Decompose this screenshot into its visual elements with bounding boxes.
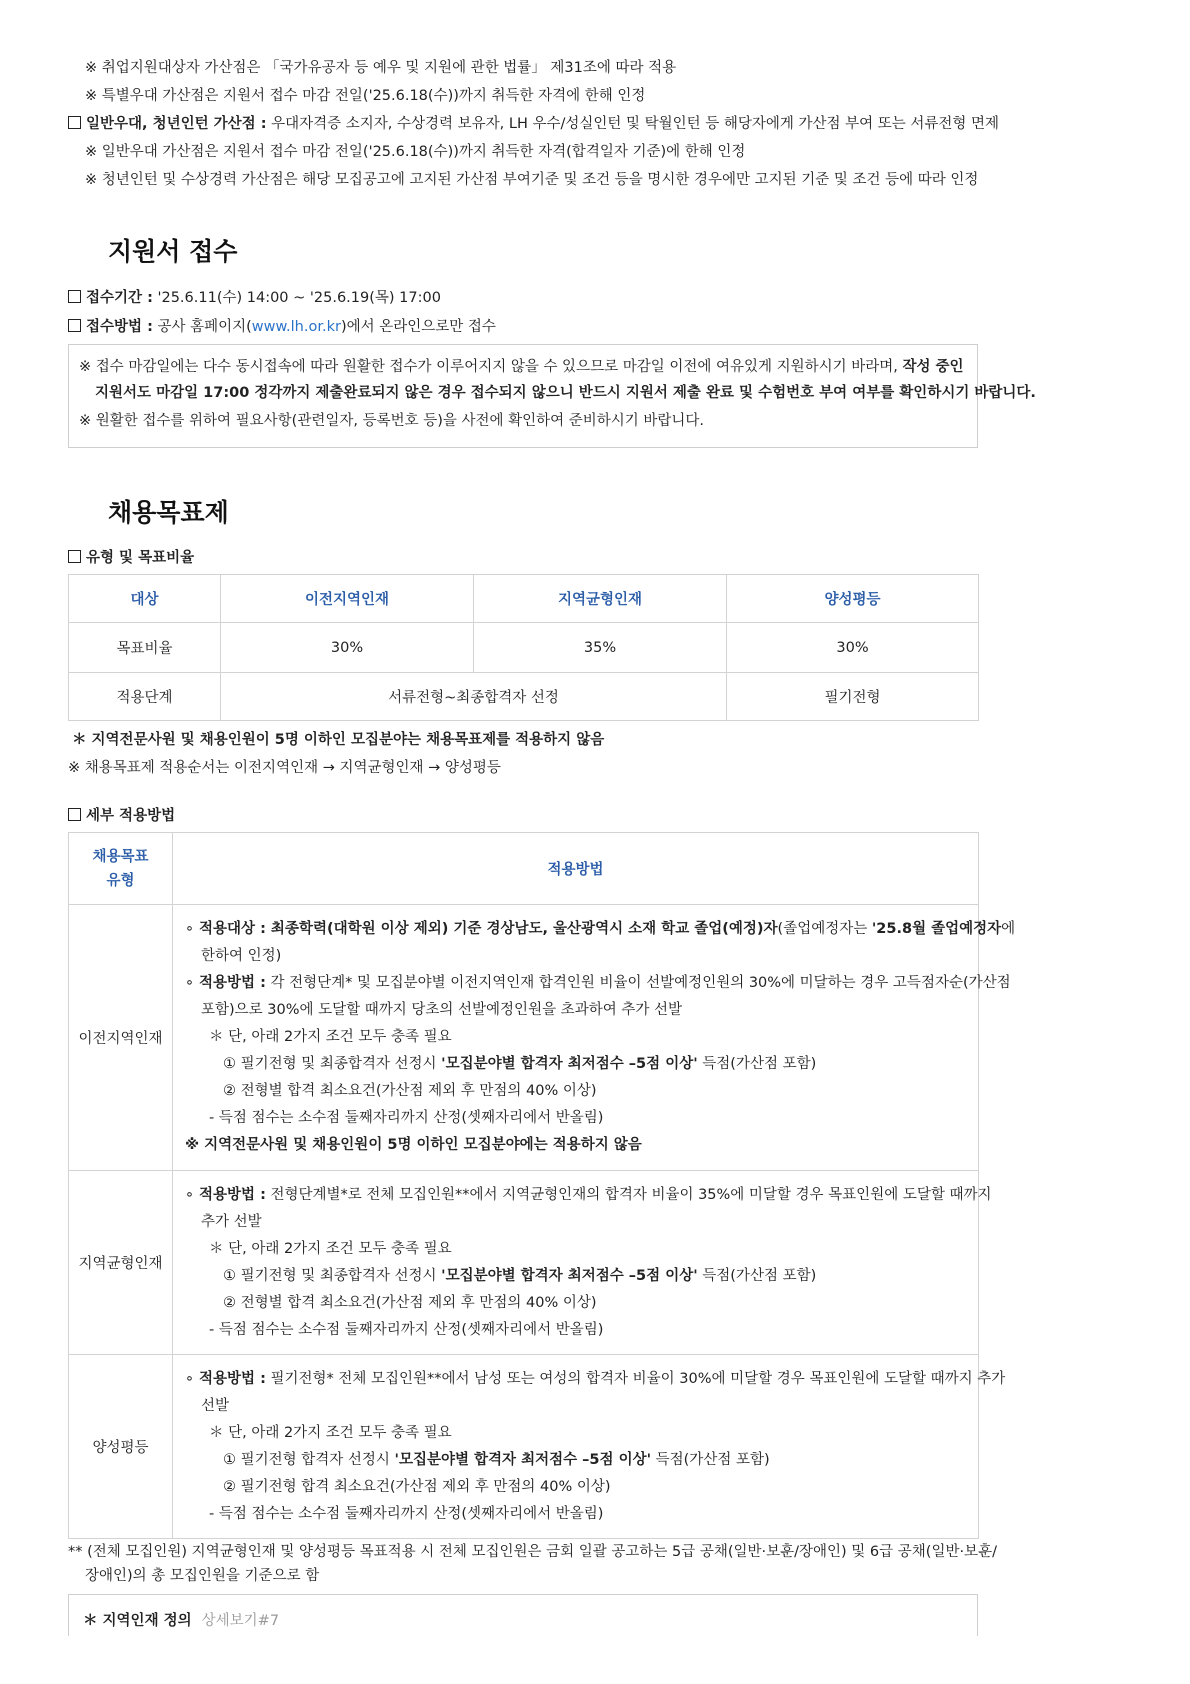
note-exclusion: ＊ 지역전문사원 및 채용인원이 5명 이하인 모집분야는 채용목표제를 적용하지 않음 [72,732,605,748]
row-method: ∘ 적용방법 : 필기전형* 전체 모집인원**에서 남성 또는 여성의 합격자 비율이 30%에 미달할 경우 목표인원에 도달할 때까지 추가 선발 ＊ 단, 아래 2가지 조건 모두 충족 필요 ① 필기전형 합격자 선정시 '모집분야별 합격자 최저점수 –5점 이상' 득점(가산점 포함) ② 필기전형 합격 최소요건(가산점 제외 후 만점의 40% 이상) - 득점 점수는 소수점 둘째자리까지 산정(셋째자리에서 반올림) [173,1355,979,1539]
apply-period-value: '25.6.11(수) 14:00 ~ '25.6.19(목) 17:00 [152,290,441,306]
checkbox-square-icon [68,116,81,129]
table-cell: 적용단계 [69,673,221,721]
note-veteran-bonus: ※ 취업지원대상자 가산점은 「국가유공자 등 예우 및 지원에 관한 법률」 제31조에 따라 적용 [85,60,677,76]
table-header: 적용방법 [173,833,979,905]
region-talent-definition-box [68,1594,978,1636]
row-method: ∘ 적용방법 : 전형단계별*로 전체 모집인원**에서 지역균형인재의 합격자 비율이 35%에 미달할 경우 목표인원에 도달할 때까지 추가 선발 ＊ 단, 아래 2가지 조건 모두 충족 필요 ① 필기전형 및 최종합격자 선정시 '모집분야별 합격자 최저점수 –5점 이상' 득점(가산점 포함) ② 전형별 합격 최소요건(가산점 제외 후 만점의 40% 이상) - 득점 점수는 소수점 둘째자리까지 산정(셋째자리에서 반올림) [173,1171,979,1355]
table-header: 양성평등 [727,575,979,623]
general-bonus-label: 일반우대, 청년인턴 가산점 : [86,116,267,132]
row-type-name: 양성평등 [69,1355,173,1539]
general-bonus-text: 우대자격증 소지자, 수상경력 보유자, LH 우수/성실인턴 및 탁월인턴 등 해당자에게 가산점 부여 또는 서류전형 면제 [266,116,1000,132]
checkbox-square-icon [68,319,81,332]
row-type-name: 지역균형인재 [69,1171,173,1355]
table-header: 이전지역인재 [221,575,474,623]
target-ratio-table [68,574,979,721]
apply-method [68,317,496,337]
footnote-line-2: 장애인)의 총 모집인원을 기준으로 함 [85,1568,320,1584]
note-general-bonus: ※ 일반우대 가산점은 지원서 접수 마감 전일('25.6.18(수))까지 취득한 자격(합격일자 기준)에 한해 인정 [85,144,746,160]
notice-line-2: 지원서도 마감일 17:00 정각까지 제출완료되지 않은 경우 접수되지 않으니 반드시 지원서 제출 완료 및 수험번호 부여 여부를 확인하시기 바랍니다. [95,385,1036,401]
row-method: ∘ 적용대상 : 최종학력(대학원 이상 제외) 기준 경상남도, 울산광역시 소재 학교 졸업(예정)자(졸업예정자는 '25.8월 졸업예정자에 한하여 인정) ∘ 적용방법 : 각 전형단계* 및 모집분야별 이전지역인재 합격인원 비율이 선발예정인원의 30%에 미달하는 경우 고득점자순(가산점 포함)으로 30%에 도달할 때까지 당초의 선발예정인원을 초과하여 추가 선발 ＊ 단, 아래 2가지 조건 모두 충족 필요 ① 필기전형 및 최종합격자 선정시 '모집분야별 합격자 최저점수 –5점 이상' 득점(가산점 포함) ② 전형별 합격 최소요건(가산점 제외 후 만점의 40% 이상) - 득점 점수는 소수점 둘째자리까지 산정(셋째자리에서 반올림) ※ 지역전문사원 및 채용인원이 5명 이하인 모집분야에는 적용하지 않음 [173,905,979,1171]
section-title-apply: 지원서 접수 [108,237,238,266]
apply-period [68,288,441,308]
application-method-table [68,832,1016,1539]
note-intern-bonus: ※ 청년인턴 및 수상경력 가산점은 해당 모집공고에 고지된 가산점 부여기준 및 조건 등을 명시한 경우에만 고지된 기준 및 조건 등에 따라 인정 [85,172,979,188]
apply-notice-box [68,344,1036,448]
notice-line-1: ※ 접수 마감일에는 다수 동시접속에 따라 원활한 접수가 이루어지지 않을 수 있으므로 마감일 이전에 여유있게 지원하시기 바라며, 작성 중인 [79,359,964,375]
region-talent-definition-label: ＊ 지역인재 정의 [83,1613,192,1629]
checkbox-square-icon [68,290,81,303]
sub-heading-types: 유형 및 목표비율 [68,548,194,568]
table-cell: 30% [727,623,979,673]
table-cell: 30% [221,623,474,673]
table-header: 지역균형인재 [474,575,727,623]
homepage-link[interactable]: www.lh.or.kr [251,319,341,335]
table-cell: 필기전형 [727,673,979,721]
apply-method-label: 접수방법 : [86,319,153,335]
table-cell: 서류전형~최종합격자 선정 [221,673,727,721]
note-special-bonus: ※ 특별우대 가산점은 지원서 접수 마감 전일('25.6.18(수))까지 취득한 자격에 한해 인정 [85,88,646,104]
sub-heading-details: 세부 적용방법 [68,806,175,826]
apply-method-post: )에서 온라인으로만 접수 [340,319,496,335]
notice-line-3: ※ 원활한 접수를 위하여 필요사항(관련일자, 등록번호 등)을 사전에 확인하여 준비하시기 바랍니다. [79,413,705,429]
table-header: 대상 [69,575,221,623]
general-bonus-item [68,114,999,134]
detail-link[interactable]: 상세보기#7 [201,1613,280,1629]
apply-period-label: 접수기간 : [86,290,153,306]
checkbox-square-icon [68,550,81,563]
row-type-name: 이전지역인재 [69,905,173,1171]
table-cell: 목표비율 [69,623,221,673]
checkbox-square-icon [68,808,81,821]
section-title-target: 채용목표제 [108,498,229,527]
footnote-line-1: ** (전체 모집인원) 지역균형인재 및 양성평등 목표적용 시 전체 모집인원은 금회 일괄 공고하는 5급 공채(일반·보훈/장애인) 및 6급 공채(일반·보훈/ [68,1544,997,1560]
apply-method-pre: 공사 홈페이지( [152,319,252,335]
table-cell: 35% [474,623,727,673]
table-header: 채용목표 유형 [69,833,173,905]
note-order: ※ 채용목표제 적용순서는 이전지역인재 → 지역균형인재 → 양성평등 [68,760,501,776]
